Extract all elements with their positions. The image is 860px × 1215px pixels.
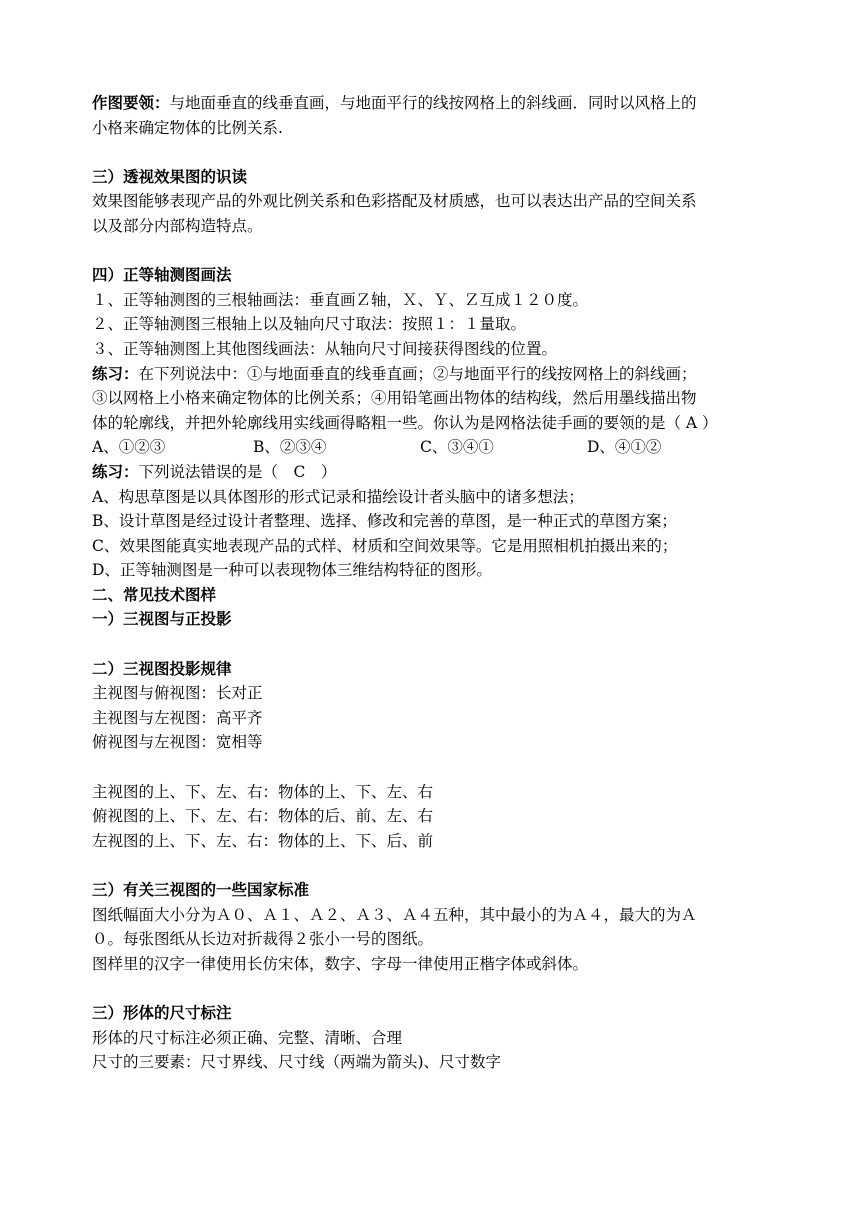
text-line: [92, 362, 776, 387]
line-text: ２、正等轴测图三根轴上以及轴向尺寸取法：按照１：１量取。: [92, 315, 527, 334]
blank-line: [92, 632, 776, 657]
line-text: 尺寸的三要素：尺寸界线、尺寸线（两端为箭头)、尺寸数字: [92, 1053, 502, 1072]
blank-line: [92, 755, 776, 780]
line-text: ３、正等轴测图上其他图线画法：从轴向尺寸间接获得图线的位置。: [92, 339, 558, 358]
line-text: 主视图的上、下、左、右：物体的上、下、左、右: [92, 782, 434, 801]
section-heading: [92, 1001, 776, 1026]
blank-line: [92, 140, 776, 165]
line-text: 以及部分内部构造特点。: [92, 216, 263, 235]
line-text: 图样里的汉字一律使用长仿宋体，数字、字母一律使用正楷字体或斜体。: [92, 954, 589, 973]
text-line: [92, 558, 776, 583]
line-text: 小格来确定物体的比例关系.: [92, 118, 283, 137]
blank-line: [92, 976, 776, 1001]
section-heading: [92, 607, 776, 632]
text-line: [92, 706, 776, 731]
text-line: [92, 1026, 776, 1051]
document-page: [92, 91, 776, 1075]
bold-label: 练习：: [92, 461, 139, 481]
text-line: [92, 829, 776, 854]
text-line: [92, 903, 776, 928]
line-text: 主视图与俯视图：长对正: [92, 684, 263, 703]
line-text: 主视图与左视图：高平齐: [92, 708, 263, 727]
text-line: [92, 927, 776, 952]
text-line: [92, 681, 776, 706]
text-line: [92, 116, 776, 141]
text-line: [92, 509, 776, 534]
bold-label: 三）形体的尺寸标注: [92, 1002, 232, 1022]
text-line: [92, 214, 776, 239]
bold-label: 二、常见技术图样: [92, 584, 217, 604]
line-text: １、正等轴测图的三根轴画法：垂直画Ｚ轴，Ｘ、Ｙ、Ｚ互成１２０度。: [92, 290, 589, 309]
bold-label: 四）正等轴测图画法: [92, 265, 232, 285]
bold-label: 二）三视图投影规律: [92, 658, 232, 678]
bold-label: 三）有关三视图的一些国家标准: [92, 880, 310, 899]
section-heading: [92, 263, 776, 288]
line-text: 与地面垂直的线垂直画，与地面平行的线按网格上的斜线画．同时以风格上的: [169, 94, 697, 112]
section-heading: [92, 583, 776, 608]
text-line: [92, 804, 776, 829]
text-line: [92, 1050, 776, 1075]
bold-label: 练习：: [92, 363, 139, 383]
line-text: 下列说法错误的是（ C ）: [138, 462, 337, 481]
answer-option: D、④①②: [587, 438, 662, 457]
line-text: 形体的尺寸标注必须正确、完整、清晰、合理: [92, 1028, 403, 1047]
line-text: 效果图能够表现产品的外观比例关系和色彩搭配及材质感，也可以表达出产品的空间关系: [92, 192, 697, 211]
answer-option: B、②③④: [253, 438, 327, 457]
line-text: 左视图的上、下、左、右：物体的上、下、后、前: [92, 831, 434, 850]
text-line: [92, 730, 776, 755]
line-text: 在下列说法中：①与地面垂直的线垂直画；②与地面平行的线按网格上的斜线画；: [138, 364, 697, 383]
line-text: A、构思草图是以具体图形的形式记录和描绘设计者头脑中的诸多想法；: [92, 487, 584, 506]
text-line: [92, 91, 776, 116]
bold-label: 作图要领：: [92, 93, 170, 112]
answer-options: [92, 435, 776, 460]
line-text: 俯视图与左视图：宽相等: [92, 733, 263, 752]
line-text: ０。每张图纸从长边对折裁得２张小一号的图纸。: [92, 930, 434, 949]
bold-label: 一）三视图与正投影: [92, 609, 232, 629]
text-line: [92, 288, 776, 313]
text-line: [92, 780, 776, 805]
line-text: C、效果图能真实地表现产品的式样、材质和空间效果等。它是用照相机拍摄出来的；: [92, 536, 678, 555]
text-line: [92, 460, 776, 485]
text-line: [92, 952, 776, 977]
line-text: 图纸幅面大小分为Ａ０、Ａ１、Ａ２、Ａ３、Ａ４五种，其中最小的为Ａ４，最大的为Ａ: [92, 905, 697, 924]
text-line: [92, 312, 776, 337]
text-line: [92, 386, 776, 411]
text-line: [92, 534, 776, 559]
line-text: 体的轮廓线，并把外轮廓线用实线画得略粗一些。你认为是网格法徒手画的要领的是（ A ）: [92, 413, 718, 432]
text-line: [92, 485, 776, 510]
line-text: B、设计草图是经过设计者整理、选择、修改和完善的草图，是一种正式的草图方案；: [92, 512, 677, 531]
section-heading: [92, 878, 776, 903]
line-text: 俯视图的上、下、左、右：物体的后、前、左、右: [92, 807, 434, 826]
text-line: [92, 337, 776, 362]
blank-line: [92, 239, 776, 264]
blank-line: [92, 853, 776, 878]
section-heading: [92, 165, 776, 190]
answer-option: A、①②③: [92, 438, 166, 457]
text-line: [92, 411, 776, 436]
line-text: ③以网格上小格来确定物体的比例关系；④用铅笔画出物体的结构线，然后用墨线描出物: [92, 389, 697, 408]
answer-option: C、③④①: [420, 438, 494, 457]
text-line: [92, 189, 776, 214]
section-heading: [92, 657, 776, 682]
bold-label: 三）透视效果图的识读: [92, 166, 248, 186]
line-text: D、正等轴测图是一种可以表现物体三维结构特征的图形。: [92, 561, 492, 580]
